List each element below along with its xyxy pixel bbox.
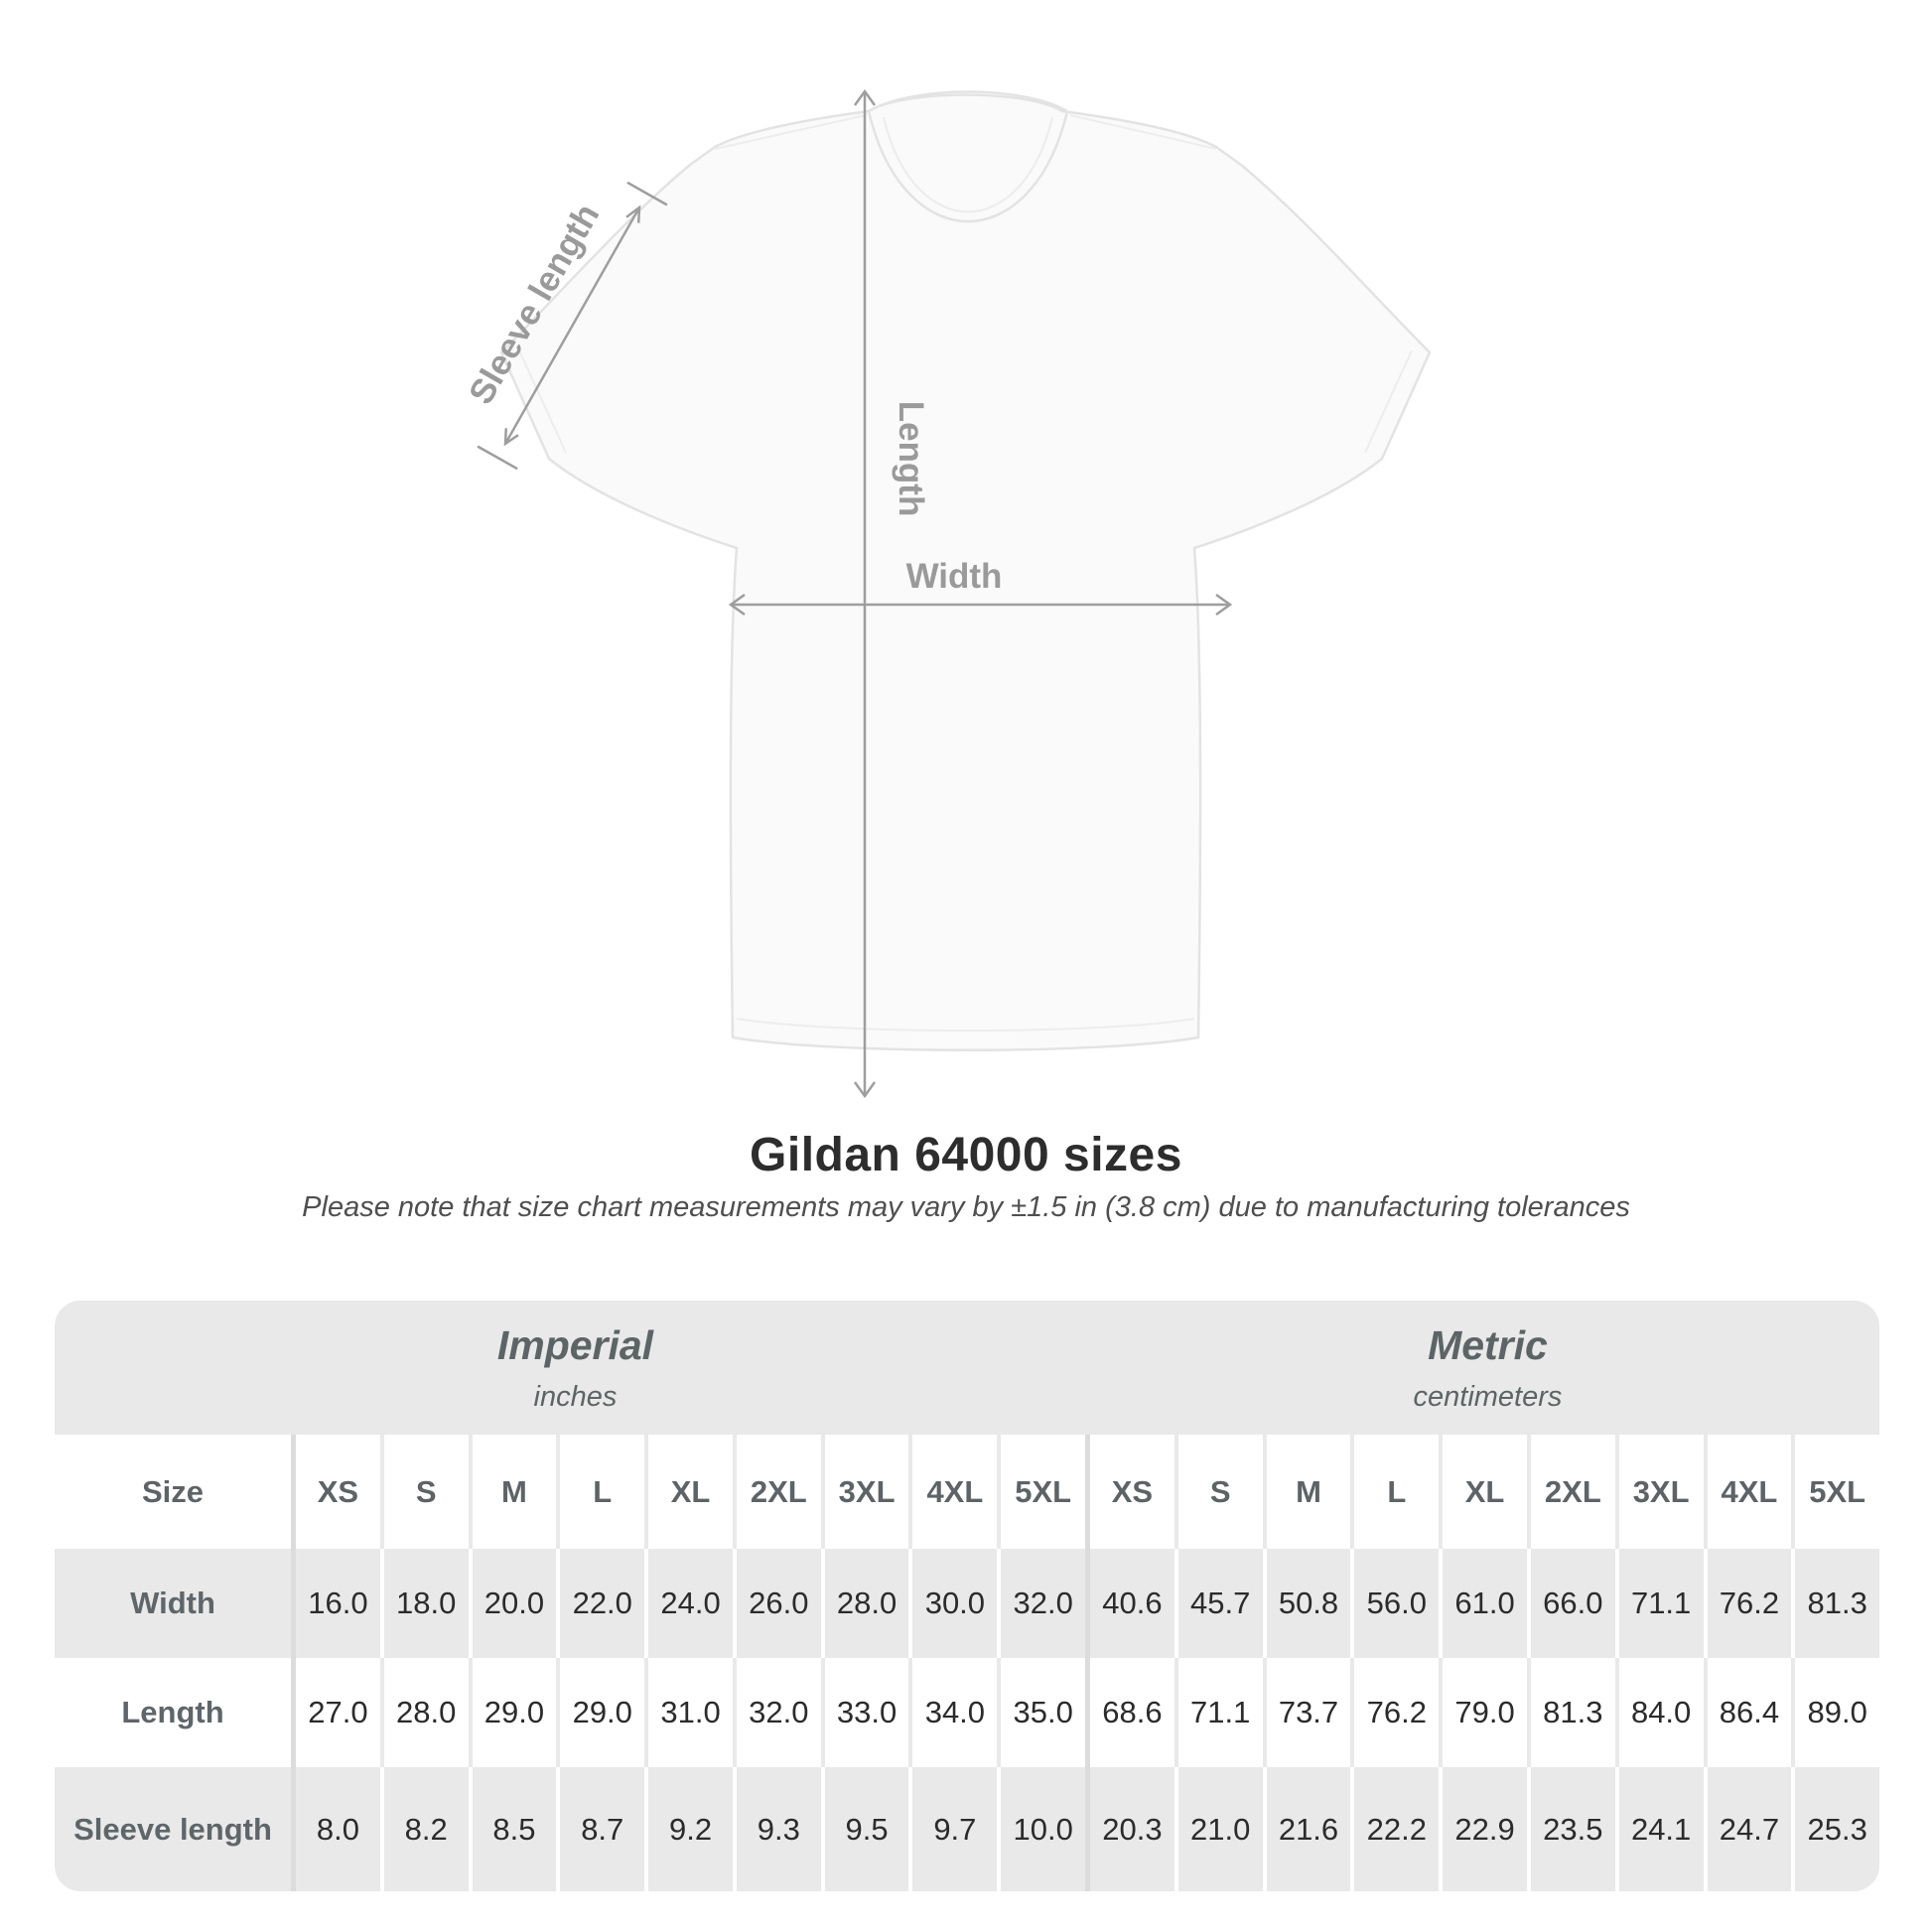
width-value-cell: 16.0 [291,1549,380,1658]
size-header-cell: XL [1439,1435,1527,1549]
sleeve-length-value-cell: 25.3 [1791,1767,1879,1891]
row-label-width: Width [130,1586,215,1620]
length-value-cell: 76.2 [1350,1658,1439,1767]
size-header-cell: S [1174,1435,1263,1549]
sleeve-length-value-cell: 9.3 [733,1767,821,1891]
length-value-cell: 35.0 [997,1658,1085,1767]
row-label-length: Length [121,1695,224,1729]
sleeve-length-value-cell: 20.3 [1085,1767,1174,1891]
size-header-cell: XL [644,1435,733,1549]
sleeve-length-value-cell: 24.1 [1615,1767,1704,1891]
table-row-width [55,1549,1879,1658]
size-header-cell: 3XL [821,1435,909,1549]
page-title: Gildan 64000 sizes [750,1129,1182,1181]
tshirt-illustration [417,69,1549,1122]
sleeve-length-value-cell: 9.5 [821,1767,909,1891]
size-header-cell: 2XL [1527,1435,1615,1549]
size-header-cell: 2XL [733,1435,821,1549]
sleeve-length-value-cell: 21.6 [1263,1767,1351,1891]
width-value-cell: 81.3 [1791,1549,1879,1658]
table-row-sleeve-length [55,1767,1879,1891]
width-value-cell: 76.2 [1704,1549,1792,1658]
width-value-cell: 32.0 [997,1549,1085,1658]
size-header-cell: S [380,1435,469,1549]
size-header-cell: XS [291,1435,380,1549]
size-column-header: Size [141,1473,205,1509]
imperial-unit-label: inches [533,1380,618,1413]
size-header-cell: L [556,1435,644,1549]
size-header-cell: L [1350,1435,1439,1549]
sleeve-length-value-cell: 9.7 [908,1767,997,1891]
size-header-cell: M [469,1435,557,1549]
length-value-cell: 81.3 [1527,1658,1615,1767]
metric-label: Metric [1428,1321,1548,1368]
sleeve-length-value-cell: 8.2 [380,1767,469,1891]
table-row-length [55,1658,1879,1767]
sleeve-length-value-cell: 8.5 [469,1767,557,1891]
shirt-diagram [417,69,1549,1122]
group-header-imperial [55,1301,1096,1435]
sleeve-length-label: Sleeve length [461,197,608,411]
length-value-cell: 28.0 [380,1658,469,1767]
sleeve-length-value-cell: 8.0 [291,1767,380,1891]
length-value-cell: 32.0 [733,1658,821,1767]
width-value-cell: 18.0 [380,1549,469,1658]
length-value-cell: 71.1 [1174,1658,1263,1767]
length-value-cell: 79.0 [1439,1658,1527,1767]
width-value-cell: 50.8 [1263,1549,1351,1658]
width-value-cell: 22.0 [556,1549,644,1658]
unit-group-header-row [55,1301,1879,1435]
size-header-cell: 5XL [1791,1435,1879,1549]
size-table [55,1301,1879,1891]
row-label-sleeve-length: Sleeve length [73,1811,272,1847]
width-value-cell: 66.0 [1527,1549,1615,1658]
width-value-cell: 28.0 [821,1549,909,1658]
width-value-cell: 26.0 [733,1549,821,1658]
length-value-cell: 89.0 [1791,1658,1879,1767]
length-value-cell: 31.0 [644,1658,733,1767]
size-header-cell: 4XL [908,1435,997,1549]
length-value-cell: 29.0 [469,1658,557,1767]
size-header-cell: M [1263,1435,1351,1549]
imperial-label: Imperial [496,1321,654,1368]
sleeve-length-value-cell: 22.2 [1350,1767,1439,1891]
length-value-cell: 73.7 [1263,1658,1351,1767]
sleeve-length-value-cell: 24.7 [1704,1767,1792,1891]
sleeve-length-value-cell: 10.0 [997,1767,1085,1891]
length-label: Length [892,400,930,517]
size-header-row [55,1435,1879,1549]
sleeve-length-value-cell: 8.7 [556,1767,644,1891]
length-value-cell: 27.0 [291,1658,380,1767]
group-header-metric [1096,1301,1879,1435]
width-value-cell: 56.0 [1350,1549,1439,1658]
size-header-cell: XS [1085,1435,1174,1549]
length-value-cell: 33.0 [821,1658,909,1767]
width-label: Width [905,557,1003,596]
sleeve-length-value-cell: 22.9 [1439,1767,1527,1891]
size-header-cell: 5XL [997,1435,1085,1549]
sleeve-length-value-cell: 21.0 [1174,1767,1263,1891]
sleeve-length-value-cell: 23.5 [1527,1767,1615,1891]
width-value-cell: 45.7 [1174,1549,1263,1658]
width-value-cell: 30.0 [908,1549,997,1658]
width-value-cell: 24.0 [644,1549,733,1658]
length-value-cell: 34.0 [908,1658,997,1767]
length-value-cell: 29.0 [556,1658,644,1767]
width-value-cell: 20.0 [469,1549,557,1658]
length-value-cell: 68.6 [1085,1658,1174,1767]
page-subtitle: Please note that size chart measurements may vary by ±1.5 in (3.8 cm) due to manufacturing tolerances [302,1191,1630,1223]
sleeve-length-value-cell: 9.2 [644,1767,733,1891]
width-value-cell: 40.6 [1085,1549,1174,1658]
width-value-cell: 71.1 [1615,1549,1704,1658]
size-header-cell: 4XL [1704,1435,1792,1549]
length-value-cell: 84.0 [1615,1658,1704,1767]
size-header-cell: 3XL [1615,1435,1704,1549]
length-value-cell: 86.4 [1704,1658,1792,1767]
metric-unit-label: centimeters [1413,1380,1563,1413]
width-value-cell: 61.0 [1439,1549,1527,1658]
